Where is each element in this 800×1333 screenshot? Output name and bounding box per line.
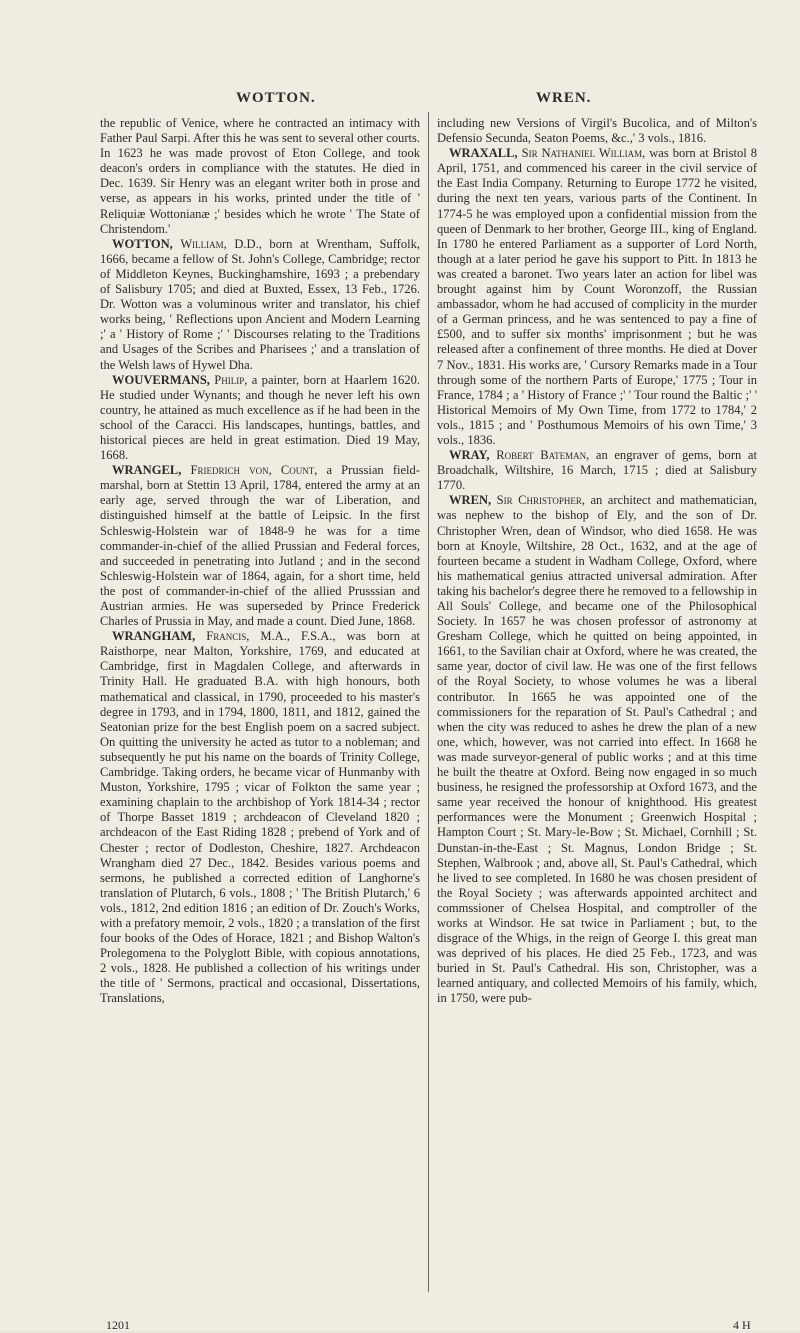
biographical-entry	[100, 463, 420, 629]
entry-given-name: Sir Christopher,	[496, 493, 585, 508]
entry-text: was born at Bristol 8 April, 1751, and commenced his career in the civil service of the East India Company. Returning to Europe 1772 he visited, during the next ten years, various parts of the Continent. In 1774-5 he was employed upon a confidential mission from the queen of Denmark to her brother, George III., king of England. In 1780 he entered Parliament as a supporter of Lord North, though at a later period he gave his support to Pitt. In 1813 he was created a baronet. Two years later an action for libel was brought against him by Count Woronzoff, the Russian ambassador, whom he had accused of complicity in the murder of a German princess, and he was sentenced to pay a fine of £500, and to suffer six months' imprisonment ; but he was released after a confinement of three months. He died at Dover 7 Nov., 1831. His works are, ' Cursory Remarks made in a Tour through some of the northern Parts of Europe,' 1775 ; Tour in France, 1784 ; a ' History of France ;' ' Tour round the Baltic ;' ' Historical Memoirs of My Own Time, from 1772 to 1784,' 2 vols., 1815 ; and ' Posthumous Memoirs of his own Time,' 3 vols., 1836.	[437, 146, 758, 447]
biographical-entry	[100, 373, 420, 464]
entry-text: D.D., born at Wrentham, Suffolk, 1666, became a fellow of St. John's College, Cambridge; rector of Middleton Keynes, Buckinghamshire, 1693 ; a prebendary of Salisbury 1705; and died at Buxted, Essex, 13 Feb., 1726. Dr. Wotton was a voluminous writer and translator, his chief works being, ' Reflections upon Ancient and Modern Learning ;' a ' History of Rome ;' ' Discourses relating to the Traditions and Usages of the Scribes and Pharisees ;' and a translation of the Welsh laws of Hywel Dha.	[100, 236, 420, 372]
entry-given-name: Friedrich von, Count,	[190, 463, 318, 478]
column-divider	[428, 112, 429, 1292]
entry-given-name: William,	[180, 236, 227, 251]
entry-text: an engraver of gems, born at Broadchalk, Wiltshire, 16 March, 1715 ; died at Salisbury 1770.	[437, 448, 757, 493]
page-number: 1201	[106, 1318, 130, 1332]
entry-surname: WOUVERMANS,	[112, 372, 210, 387]
entry-surname: WREN,	[449, 493, 492, 508]
left-column	[100, 116, 420, 1007]
biographical-entry	[437, 493, 757, 1006]
entry-given-name: Sir Nathaniel William,	[521, 146, 646, 161]
running-head-right: WREN.	[536, 90, 592, 106]
entry-text: a painter, born at Haarlem 1620. He studied under Wynants; and though he never left his own country, he attained as much excellence as if he had been in the school of the Caracci. His landscapes, huntings, battles, and historical pieces are held in great estimation. Died 19 May, 1668.	[100, 372, 421, 463]
entry-continuation	[437, 116, 757, 146]
entry-text: the republic of Venice, where he contracted an intimacy with Father Paul Sarpi. After this he was sent to several other courts. In 1623 he was made provost of Eton College, and took deacon's orders in compliance with the statutes. He died in Dec. 1639. Sir Henry was an elegant writer both in prose and verse, as appears in his works, printed under the title of ' Reliquiæ Wottonianæ ;' besides which he wrote ' The State of Christendom.'	[100, 116, 420, 236]
entry-text: an architect and mathematician, was nephew to the bishop of Ely, and the son of Dr. Christopher Wren, dean of Windsor, who died 1658. He was born at Knoyle, Wiltshire, 28 Oct., 1632, and at the age of fourteen became a student in Wadham College, Oxford, where his mathematical genius attracted universal admiration. After taking his bachelor's degree there he removed to a fellowship in All Souls' College, and became one of the Philosophical Society. In 1657 he was chosen professor of astronomy at Gresham College, which he quitted on being appointed, in 1661, to the Savilian chair at Oxford, where he was created, the same year, doctor of civil law. He was one of the first fellows of the Royal Society, to whose volumes he was a liberal contributor. In 1665 he was appointed one of the commissioners for the reparation of St. Paul's Cathedral ; and when the city was reduced to ashes he drew the plan of a new one, which, however, was not carried into effect. In 1668 he was made surveyor-general of public works ; and at this time he built the theatre at Oxford. Being now engaged in so much business, he resigned the professorship at Oxford 1673, and the same year received the honour of knighthood. His greatest performances were the Monument ; Greenwich Hospital ; Hampton Court ; St. Mary-le-Bow ; St. Michael, Cornhill ; St. Dunstan-in-the-East ; St. Magnus, London Bridge ; St. Stephen, Walbrook ; and, above all, St. Paul's Cathedral, which he lived to see completed. In 1680 he was chosen president of the Royal Society ; was afterwards appointed architect and commssioner of Chelsea Hospital, and comptroller of the works at Windsor. He sat twice in Parliament ; but, to the disgrace of the Whigs, in the reign of George I. this great man was deprived of his places. He died 25 Feb., 1723, and was buried in St. Paul's Cathedral. His son, Christopher, was a learned antiquary, and collected Memoirs of his family, which, in 1750, were pub-	[437, 493, 758, 1006]
entry-text: a Prussian field-marshal, born at Stettin 13 April, 1784, entered the army at an early age, served through the war of Liberation, and distinguished himself at the battle of Leipsic. In the first Schleswig-Holstein war of 1848-9 he was for a time commander-in-chief of the allied Prussian and Federal forces, and succeeded in penetrating into Jutland ; and in the second Schleswig-Holstein war of 1864, again, for a short time, held the post of commander-in-chief of the allied Prusssian and Austrian armies. He was superseded by Prince Frederick Charles of Prussia in May, and made a count. Died June, 1868.	[100, 463, 420, 629]
biographical-entry	[100, 629, 420, 1006]
entry-surname: WRAXALL,	[449, 146, 518, 161]
entry-given-name: Francis,	[206, 629, 250, 644]
right-column	[437, 116, 757, 1007]
running-head-left: WOTTON.	[236, 90, 316, 106]
biographical-entry	[100, 237, 420, 373]
biographical-entry	[437, 146, 757, 448]
biographical-entry	[437, 448, 757, 493]
entry-surname: WRAY,	[449, 448, 490, 463]
entry-continuation	[100, 116, 420, 237]
entry-text: including new Versions of Virgil's Bucolica, and of Milton's Defensio Secunda, Seaton Poems, &c.,' 3 vols., 1816.	[437, 116, 757, 146]
entry-surname: WOTTON,	[112, 236, 173, 251]
entry-text: M.A., F.S.A., was born at Raisthorpe, near Malton, Yorkshire, 1769, and educated at Cambridge, first in Magdalen College, and afterwards in Trinity Hall. He graduated B.A. with high honours, both mathematical and classical, in 1790, proceeded to his master's degree in 1793, and in 1794, 1800, 1811, and 1812, gained the Seatonian prize for the best English poem on a sacred subject. On quitting the university he acted as tutor to a nobleman; and subsequently he put his name on the boards of Trinity College, Cambridge. Taking orders, he became vicar of Hunmanby with Muston, Yorkshire, 1795 ; vicar of Folkton the same year ; examining chaplain to the archbishop of York 1814-34 ; rector of Thorpe Basset 1819 ; archdeacon of Cleveland 1820 ; archdeacon of the East Riding 1828 ; prebend of York and of Chester ; rector of Dodleston, Cheshire, 1827. Archdeacon Wrangham died 27 Dec., 1842. Besides various poems and sermons, he published a corrected edition of Langhorne's translation of Plutarch, 6 vols., 1808 ; ' The British Plutarch,' 6 vols., 1812, 2nd edition 1816 ; an edition of Dr. Zouch's Works, with a prefatory memoir, 2 vols., 1820 ; a translation of the first four books of the Odes of Horace, 1821 ; and Bishop Walton's Prolegomena to the Polyglott Bible, with copious annotations, 2 vols., 1828. He published a collection of his writings under the title of ' Sermons, practical and occasional, Dissertations, Translations,	[100, 629, 421, 1006]
entry-surname: WRANGHAM,	[112, 629, 196, 644]
entry-given-name: Philip,	[214, 372, 248, 387]
signature-mark: 4 H	[733, 1318, 751, 1332]
entry-given-name: Robert Bateman,	[496, 448, 590, 463]
entry-surname: WRANGEL,	[112, 463, 182, 478]
